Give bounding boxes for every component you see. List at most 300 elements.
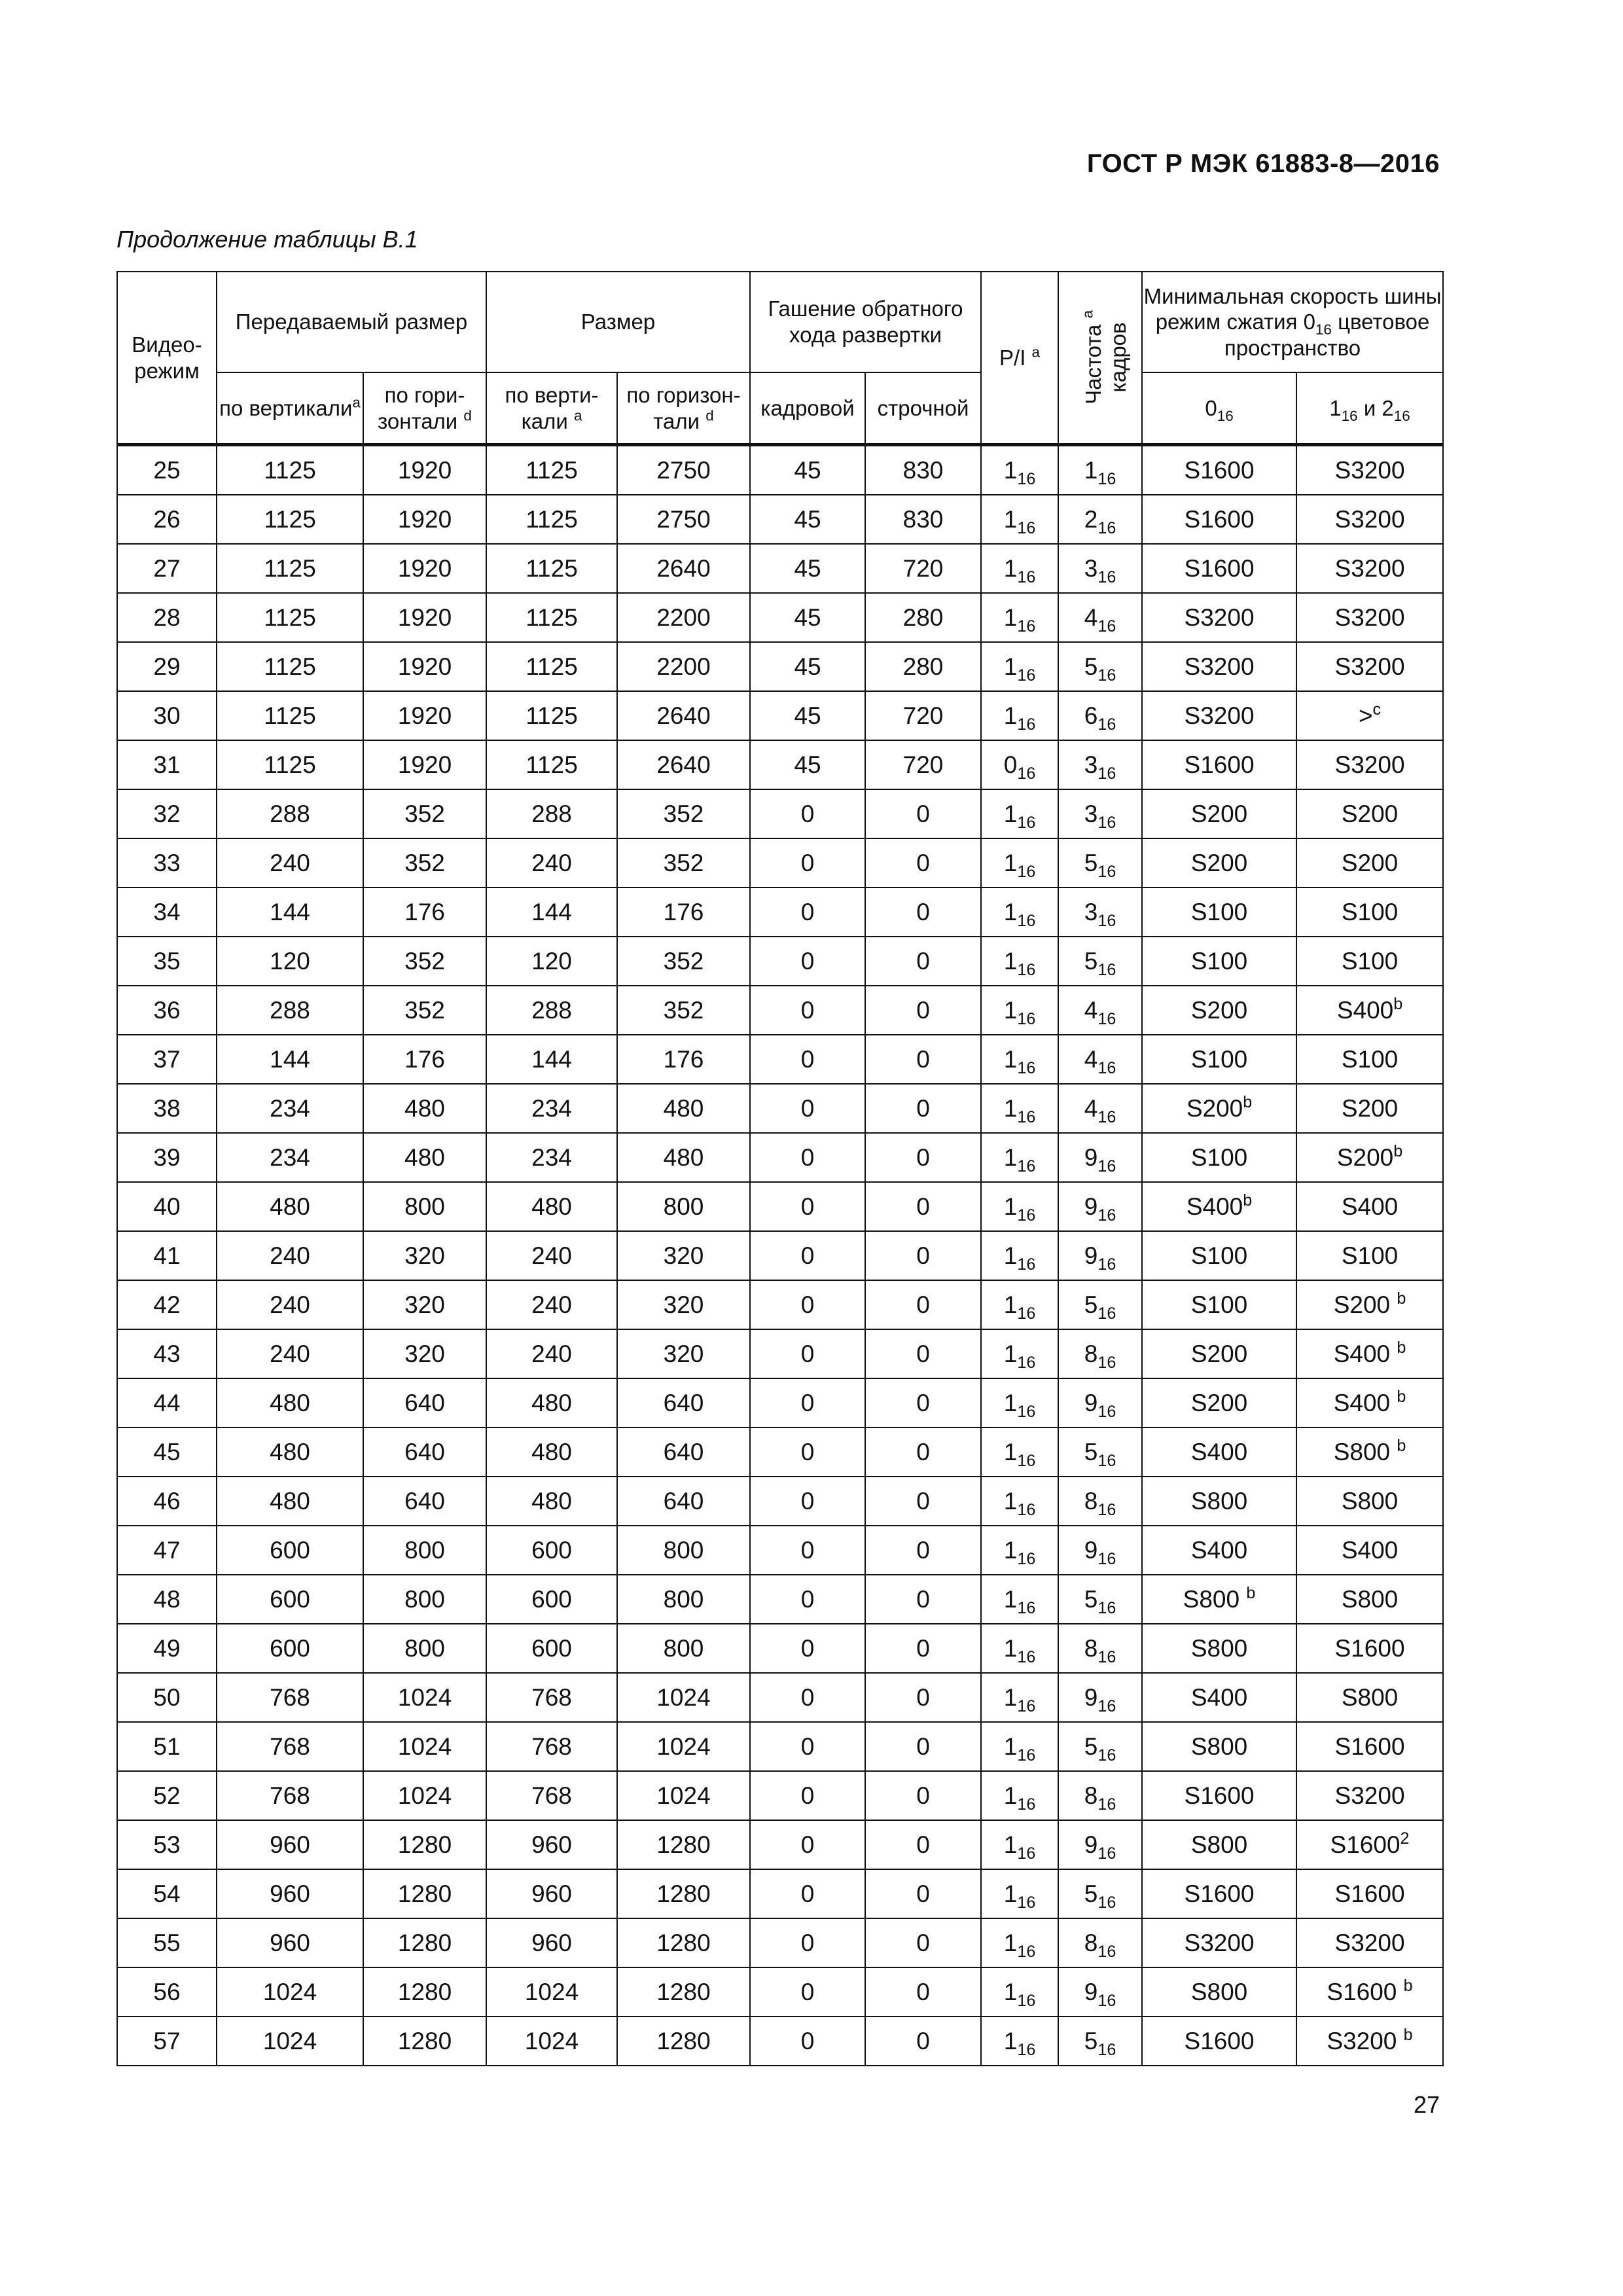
cell-video-mode: 49 <box>117 1624 217 1673</box>
cell-speed-cs12-value: S400 <box>1336 996 1394 1024</box>
cell-transmitted-horizontal: 800 <box>363 1182 486 1231</box>
cell-frame-blanking: 0 <box>750 1869 865 1918</box>
cell-pi <box>981 544 1058 593</box>
cell-size-vertical: 1024 <box>486 2017 617 2066</box>
cell-video-mode: 44 <box>117 1378 217 1427</box>
cell-pi-sub: 16 <box>1017 960 1036 979</box>
table-row <box>117 691 1443 740</box>
cell-pi <box>981 1378 1058 1427</box>
cell-frame-rate <box>1058 1280 1142 1329</box>
cell-frame-rate-sub: 16 <box>1097 1107 1116 1126</box>
table-row <box>117 1329 1443 1378</box>
cell-speed-cs12-value: S400 <box>1333 1340 1397 1367</box>
cell-speed-cs0-value: S1600 <box>1184 554 1255 582</box>
cell-speed-cs12 <box>1296 1820 1443 1869</box>
cell-transmitted-horizontal: 1280 <box>363 1869 486 1918</box>
cell-pi <box>981 986 1058 1035</box>
cell-size-horizontal: 176 <box>617 1035 750 1084</box>
cell-frame-rate-sub: 16 <box>1097 813 1116 832</box>
cell-pi <box>981 888 1058 937</box>
cell-frame-rate-sub: 16 <box>1097 1598 1116 1617</box>
cell-transmitted-horizontal: 640 <box>363 1378 486 1427</box>
cell-frame-blanking: 0 <box>750 1820 865 1869</box>
cell-speed-cs0-value: S1600 <box>1184 1782 1255 1809</box>
cell-video-mode: 30 <box>117 691 217 740</box>
cell-frame-blanking: 0 <box>750 1477 865 1526</box>
cell-frame-rate <box>1058 1722 1142 1771</box>
cell-frame-rate <box>1058 1771 1142 1820</box>
cell-video-mode: 28 <box>117 593 217 642</box>
cell-speed-cs0-footnote: b <box>1243 1092 1253 1111</box>
cell-speed-cs12 <box>1296 445 1443 495</box>
cell-line-blanking: 280 <box>865 642 981 691</box>
cell-frame-rate <box>1058 1329 1142 1378</box>
cell-speed-cs12 <box>1296 1526 1443 1575</box>
cell-frame-blanking: 0 <box>750 1526 865 1575</box>
cell-transmitted-horizontal: 800 <box>363 1575 486 1624</box>
cell-line-blanking: 0 <box>865 1820 981 1869</box>
cell-video-mode: 57 <box>117 2017 217 2066</box>
cell-speed-cs0-value: S200 <box>1186 1094 1243 1122</box>
cell-size-vertical: 240 <box>486 838 617 888</box>
cell-transmitted-vertical: 1024 <box>217 2017 363 2066</box>
cell-pi <box>981 1869 1058 1918</box>
cell-line-blanking: 0 <box>865 1280 981 1329</box>
cell-size-horizontal: 320 <box>617 1329 750 1378</box>
cell-speed-cs0 <box>1142 1035 1296 1084</box>
cell-speed-cs0 <box>1142 1869 1296 1918</box>
cell-frame-rate-sub: 16 <box>1097 518 1116 537</box>
cell-speed-cs0-value: S100 <box>1190 1291 1248 1318</box>
cell-speed-cs12 <box>1296 691 1443 740</box>
cell-video-mode: 31 <box>117 740 217 789</box>
cell-pi-value: 1 <box>1003 1732 1018 1760</box>
cell-size-horizontal: 320 <box>617 1231 750 1280</box>
cell-frame-rate <box>1058 593 1142 642</box>
cell-speed-cs0-value: S3200 <box>1184 603 1255 631</box>
table-row <box>117 544 1443 593</box>
cell-speed-cs12-value: S400 <box>1341 1536 1399 1564</box>
cell-speed-cs0 <box>1142 986 1296 1035</box>
cell-speed-cs12 <box>1296 1231 1443 1280</box>
cell-pi-value: 1 <box>1003 1143 1018 1171</box>
cell-transmitted-horizontal: 1920 <box>363 691 486 740</box>
cell-size-vertical: 240 <box>486 1329 617 1378</box>
cell-speed-cs0 <box>1142 1378 1296 1427</box>
header-frame-rate-footnote: a <box>1079 310 1096 319</box>
cell-frame-rate-sub: 16 <box>1097 764 1116 783</box>
cell-frame-rate-value: 8 <box>1084 1634 1098 1662</box>
cell-transmitted-vertical: 768 <box>217 1722 363 1771</box>
cell-size-vertical: 600 <box>486 1575 617 1624</box>
cell-speed-cs0-value: S200 <box>1190 849 1248 876</box>
cell-pi-value: 1 <box>1003 996 1018 1024</box>
cell-speed-cs0-value: S3200 <box>1184 702 1255 729</box>
cell-transmitted-horizontal: 1920 <box>363 642 486 691</box>
table-caption: Продолжение таблицы B.1 <box>116 226 418 253</box>
cell-speed-cs0-value: S1600 <box>1184 1880 1255 1907</box>
cell-speed-cs12-value: S1600 <box>1327 1978 1404 2005</box>
header-blanking: Гашение обратного хода развертки <box>750 272 981 372</box>
cell-speed-cs0-footnote: b <box>1246 1583 1256 1602</box>
cell-frame-blanking: 45 <box>750 642 865 691</box>
cell-pi-sub: 16 <box>1017 813 1036 832</box>
cell-frame-blanking: 0 <box>750 937 865 986</box>
cell-speed-cs12 <box>1296 1084 1443 1133</box>
cell-size-horizontal: 800 <box>617 1526 750 1575</box>
table-body <box>117 445 1443 2066</box>
cell-frame-rate <box>1058 1084 1142 1133</box>
cell-line-blanking: 830 <box>865 445 981 495</box>
cell-pi <box>981 838 1058 888</box>
cell-pi-value: 1 <box>1003 1978 1018 2005</box>
header-colorspace-0 <box>1142 372 1296 445</box>
cell-transmitted-vertical: 1125 <box>217 593 363 642</box>
cell-frame-rate-value: 9 <box>1084 1683 1098 1711</box>
cell-line-blanking: 0 <box>865 888 981 937</box>
cell-speed-cs0 <box>1142 937 1296 986</box>
cell-frame-rate-sub: 16 <box>1097 567 1116 586</box>
cell-frame-blanking: 0 <box>750 1967 865 2017</box>
cell-transmitted-vertical: 144 <box>217 1035 363 1084</box>
cell-frame-rate-value: 2 <box>1084 505 1098 533</box>
cell-pi-sub: 16 <box>1017 1402 1036 1421</box>
cell-pi <box>981 642 1058 691</box>
cell-speed-cs12-value: S3200 <box>1334 751 1405 778</box>
cell-size-horizontal: 2200 <box>617 593 750 642</box>
cell-speed-cs12 <box>1296 1477 1443 1526</box>
cell-size-horizontal: 800 <box>617 1182 750 1231</box>
cell-speed-cs0-value: S100 <box>1190 1242 1248 1269</box>
cell-pi-value: 1 <box>1003 2027 1018 2054</box>
cell-transmitted-vertical: 480 <box>217 1477 363 1526</box>
cell-speed-cs0-value: S800 <box>1190 1978 1248 2005</box>
cell-speed-cs12 <box>1296 789 1443 838</box>
cell-speed-cs12-footnote: b <box>1393 994 1403 1013</box>
cell-speed-cs12-value: S200 <box>1341 1094 1399 1122</box>
cell-frame-rate-value: 5 <box>1084 1438 1098 1465</box>
cell-speed-cs0 <box>1142 1182 1296 1231</box>
cell-transmitted-vertical: 600 <box>217 1526 363 1575</box>
cell-speed-cs12 <box>1296 642 1443 691</box>
cell-speed-cs12-value: S1600 <box>1330 1831 1400 1858</box>
cell-speed-cs0-value: S400 <box>1190 1536 1248 1564</box>
cell-frame-rate-sub: 16 <box>1097 1844 1116 1863</box>
table-row <box>117 1869 1443 1918</box>
cell-transmitted-horizontal: 1920 <box>363 740 486 789</box>
cell-pi-sub: 16 <box>1017 1991 1036 2010</box>
cell-pi-sub: 16 <box>1017 1893 1036 1912</box>
cell-pi-value: 1 <box>1003 1487 1018 1515</box>
cell-pi-sub: 16 <box>1017 518 1036 537</box>
cell-speed-cs0-value: S1600 <box>1184 505 1255 533</box>
cell-speed-cs0-value: S3200 <box>1184 653 1255 680</box>
cell-pi <box>981 1231 1058 1280</box>
cell-pi-sub: 16 <box>1017 1304 1036 1323</box>
cell-frame-rate-sub: 16 <box>1097 715 1116 734</box>
cell-transmitted-horizontal: 480 <box>363 1084 486 1133</box>
cell-speed-cs12-value: S800 <box>1341 1487 1399 1515</box>
cell-pi-sub: 16 <box>1017 1058 1036 1077</box>
cell-pi-sub: 16 <box>1017 1795 1036 1814</box>
cell-video-mode: 51 <box>117 1722 217 1771</box>
cell-transmitted-vertical: 600 <box>217 1575 363 1624</box>
cell-size-vertical: 600 <box>486 1624 617 1673</box>
cell-pi-sub: 16 <box>1017 1647 1036 1666</box>
cell-speed-cs12-value: S200 <box>1333 1291 1397 1318</box>
cell-pi <box>981 740 1058 789</box>
cell-video-mode: 43 <box>117 1329 217 1378</box>
cell-pi <box>981 1427 1058 1477</box>
cell-pi-sub: 16 <box>1017 1107 1036 1126</box>
header-frame-blanking: кадровой <box>750 372 865 445</box>
cell-speed-cs0-value: S200 <box>1190 1389 1248 1416</box>
cell-size-vertical: 288 <box>486 986 617 1035</box>
cell-size-horizontal: 640 <box>617 1378 750 1427</box>
cell-size-horizontal: 2640 <box>617 544 750 593</box>
cell-size-horizontal: 480 <box>617 1133 750 1182</box>
cell-frame-rate-sub: 16 <box>1097 1058 1116 1077</box>
cell-frame-rate <box>1058 740 1142 789</box>
cell-speed-cs0-value: S200 <box>1190 800 1248 827</box>
cell-size-vertical: 960 <box>486 1918 617 1967</box>
cell-video-mode: 35 <box>117 937 217 986</box>
cell-frame-rate-sub: 16 <box>1097 960 1116 979</box>
header-frame-rate-line2: кадров <box>1106 322 1131 393</box>
cell-pi-value: 1 <box>1003 702 1018 729</box>
cell-frame-blanking: 0 <box>750 1575 865 1624</box>
table-row <box>117 1035 1443 1084</box>
header-cs0-sub: 16 <box>1217 407 1234 424</box>
header-min-bus-speed <box>1142 272 1443 372</box>
cell-speed-cs12-value: S800 <box>1341 1585 1399 1613</box>
cell-pi <box>981 1575 1058 1624</box>
cell-transmitted-horizontal: 1920 <box>363 544 486 593</box>
cell-speed-cs0 <box>1142 888 1296 937</box>
cell-frame-rate <box>1058 838 1142 888</box>
cell-speed-cs12-footnote: b <box>1403 1976 1413 1995</box>
cell-pi <box>981 691 1058 740</box>
header-ts-vertical-label: по вертикали <box>219 395 353 420</box>
cell-frame-rate <box>1058 1526 1142 1575</box>
cell-frame-rate-value: 1 <box>1084 456 1098 484</box>
cell-speed-cs0 <box>1142 1673 1296 1722</box>
header-cs12-mid: и 2 <box>1357 395 1394 420</box>
header-line-blanking: строчной <box>865 372 981 445</box>
table-row <box>117 1820 1443 1869</box>
cell-frame-rate <box>1058 789 1142 838</box>
cell-speed-cs0 <box>1142 789 1296 838</box>
cell-speed-cs0-value: S800 <box>1183 1585 1247 1613</box>
cell-frame-rate <box>1058 1673 1142 1722</box>
cell-speed-cs12 <box>1296 1133 1443 1182</box>
cell-speed-cs12 <box>1296 1771 1443 1820</box>
cell-frame-blanking: 0 <box>750 1280 865 1329</box>
cell-size-horizontal: 352 <box>617 838 750 888</box>
cell-frame-blanking: 0 <box>750 1133 865 1182</box>
table-row <box>117 888 1443 937</box>
cell-frame-rate-sub: 16 <box>1097 1451 1116 1470</box>
cell-speed-cs12 <box>1296 593 1443 642</box>
cell-pi-value: 1 <box>1003 849 1018 876</box>
cell-frame-rate-sub: 16 <box>1097 2040 1116 2059</box>
cell-transmitted-vertical: 240 <box>217 1280 363 1329</box>
cell-transmitted-vertical: 1125 <box>217 495 363 544</box>
cell-frame-rate <box>1058 691 1142 740</box>
cell-transmitted-horizontal: 1024 <box>363 1673 486 1722</box>
cell-transmitted-vertical: 144 <box>217 888 363 937</box>
header-ts-vertical-footnote: a <box>352 394 361 411</box>
cell-video-mode: 32 <box>117 789 217 838</box>
cell-speed-cs0 <box>1142 1231 1296 1280</box>
cell-speed-cs0-value: S400 <box>1186 1193 1243 1220</box>
cell-speed-cs0-value: S100 <box>1190 947 1248 975</box>
cell-speed-cs12 <box>1296 1624 1443 1673</box>
cell-pi-sub: 16 <box>1017 1451 1036 1470</box>
cell-speed-cs0-value: S100 <box>1190 898 1248 925</box>
cell-speed-cs12 <box>1296 937 1443 986</box>
cell-pi-sub: 16 <box>1017 666 1036 685</box>
cell-transmitted-horizontal: 1920 <box>363 445 486 495</box>
cell-speed-cs0 <box>1142 1084 1296 1133</box>
cell-speed-cs12-footnote: 2 <box>1400 1829 1410 1848</box>
document-code: ГОСТ Р МЭК 61883-8—2016 <box>1086 149 1440 178</box>
cell-frame-blanking: 45 <box>750 593 865 642</box>
cell-size-vertical: 1125 <box>486 691 617 740</box>
header-frame-rate-line1: Частота <box>1081 324 1106 405</box>
cell-pi-value: 1 <box>1003 800 1018 827</box>
cell-size-horizontal: 640 <box>617 1477 750 1526</box>
cell-size-vertical: 768 <box>486 1722 617 1771</box>
cell-frame-rate <box>1058 544 1142 593</box>
cell-pi-value: 1 <box>1003 554 1018 582</box>
cell-frame-rate <box>1058 986 1142 1035</box>
cell-size-horizontal: 800 <box>617 1624 750 1673</box>
cell-frame-rate-value: 3 <box>1084 800 1098 827</box>
table-row <box>117 593 1443 642</box>
header-size-horizontal <box>617 372 750 445</box>
cell-size-vertical: 960 <box>486 1869 617 1918</box>
cell-pi-value: 1 <box>1003 1683 1018 1711</box>
cell-speed-cs12-footnote: c <box>1372 700 1382 719</box>
cell-transmitted-vertical: 240 <box>217 838 363 888</box>
cell-transmitted-vertical: 234 <box>217 1133 363 1182</box>
cell-transmitted-horizontal: 176 <box>363 1035 486 1084</box>
cell-pi <box>981 1133 1058 1182</box>
cell-speed-cs12-value: S200 <box>1341 849 1399 876</box>
cell-pi-sub: 16 <box>1017 862 1036 881</box>
cell-speed-cs12-footnote: b <box>1393 1141 1403 1160</box>
cell-size-vertical: 480 <box>486 1477 617 1526</box>
cell-size-horizontal: 2750 <box>617 445 750 495</box>
cell-frame-rate-value: 9 <box>1084 1831 1098 1858</box>
cell-pi-sub: 16 <box>1017 2040 1036 2059</box>
cell-speed-cs12 <box>1296 888 1443 937</box>
cell-line-blanking: 0 <box>865 1378 981 1427</box>
header-pi <box>981 272 1058 445</box>
cell-frame-rate <box>1058 1869 1142 1918</box>
cell-size-vertical: 288 <box>486 789 617 838</box>
cell-frame-rate-sub: 16 <box>1097 666 1116 685</box>
cell-pi-sub: 16 <box>1017 1500 1036 1519</box>
cell-frame-rate-sub: 16 <box>1097 1009 1116 1028</box>
cell-transmitted-horizontal: 800 <box>363 1624 486 1673</box>
cell-transmitted-vertical: 1125 <box>217 544 363 593</box>
cell-pi-value: 1 <box>1003 1193 1018 1220</box>
cell-transmitted-vertical: 288 <box>217 789 363 838</box>
cell-pi-sub: 16 <box>1017 911 1036 930</box>
cell-frame-blanking: 45 <box>750 445 865 495</box>
cell-transmitted-vertical: 1125 <box>217 445 363 495</box>
cell-size-vertical: 960 <box>486 1820 617 1869</box>
cell-pi-sub: 16 <box>1017 764 1036 783</box>
cell-transmitted-horizontal: 1024 <box>363 1771 486 1820</box>
cell-size-vertical: 1125 <box>486 445 617 495</box>
cell-transmitted-vertical: 768 <box>217 1673 363 1722</box>
cell-speed-cs0-value: S800 <box>1190 1831 1248 1858</box>
cell-speed-cs12-value: S3200 <box>1334 603 1405 631</box>
cell-speed-cs12 <box>1296 1722 1443 1771</box>
cell-line-blanking: 0 <box>865 1133 981 1182</box>
cell-video-mode: 25 <box>117 445 217 495</box>
table-row <box>117 1771 1443 1820</box>
cell-pi-value: 1 <box>1003 1831 1018 1858</box>
cell-frame-rate-value: 4 <box>1084 603 1098 631</box>
cell-frame-rate-sub: 16 <box>1097 1255 1116 1274</box>
cell-speed-cs12-value: S200 <box>1341 800 1399 827</box>
cell-frame-rate-value: 5 <box>1084 1732 1098 1760</box>
cell-video-mode: 40 <box>117 1182 217 1231</box>
table-row <box>117 740 1443 789</box>
cell-pi <box>981 1820 1058 1869</box>
cell-speed-cs0-value: S1600 <box>1184 456 1255 484</box>
cell-frame-blanking: 0 <box>750 2017 865 2066</box>
cell-transmitted-vertical: 768 <box>217 1771 363 1820</box>
header-cs12-b-sub: 16 <box>1393 407 1410 424</box>
cell-speed-cs0 <box>1142 740 1296 789</box>
cell-speed-cs12-value: > <box>1358 702 1373 729</box>
cell-frame-blanking: 0 <box>750 1918 865 1967</box>
cell-line-blanking: 0 <box>865 1673 981 1722</box>
cell-transmitted-vertical: 960 <box>217 1918 363 1967</box>
cell-pi-sub: 16 <box>1017 715 1036 734</box>
cell-speed-cs12 <box>1296 1673 1443 1722</box>
cell-speed-cs0-value: S800 <box>1190 1634 1248 1662</box>
cell-pi <box>981 1673 1058 1722</box>
cell-frame-rate-sub: 16 <box>1097 1402 1116 1421</box>
cell-frame-rate-sub: 16 <box>1097 1795 1116 1814</box>
cell-size-vertical: 1024 <box>486 1967 617 2017</box>
cell-transmitted-horizontal: 1920 <box>363 593 486 642</box>
cell-frame-rate <box>1058 1918 1142 1967</box>
cell-frame-rate-value: 4 <box>1084 1045 1098 1073</box>
cell-video-mode: 33 <box>117 838 217 888</box>
cell-speed-cs0 <box>1142 1280 1296 1329</box>
cell-size-vertical: 1125 <box>486 642 617 691</box>
cell-transmitted-horizontal: 480 <box>363 1133 486 1182</box>
cell-size-vertical: 144 <box>486 1035 617 1084</box>
cell-frame-rate <box>1058 495 1142 544</box>
cell-frame-blanking: 45 <box>750 544 865 593</box>
header-size-vertical <box>486 372 617 445</box>
cell-video-mode: 48 <box>117 1575 217 1624</box>
cell-pi-sub: 16 <box>1017 469 1036 488</box>
cell-pi-sub: 16 <box>1017 617 1036 636</box>
table-row <box>117 2017 1443 2066</box>
cell-size-horizontal: 352 <box>617 937 750 986</box>
table-row <box>117 642 1443 691</box>
cell-transmitted-vertical: 234 <box>217 1084 363 1133</box>
